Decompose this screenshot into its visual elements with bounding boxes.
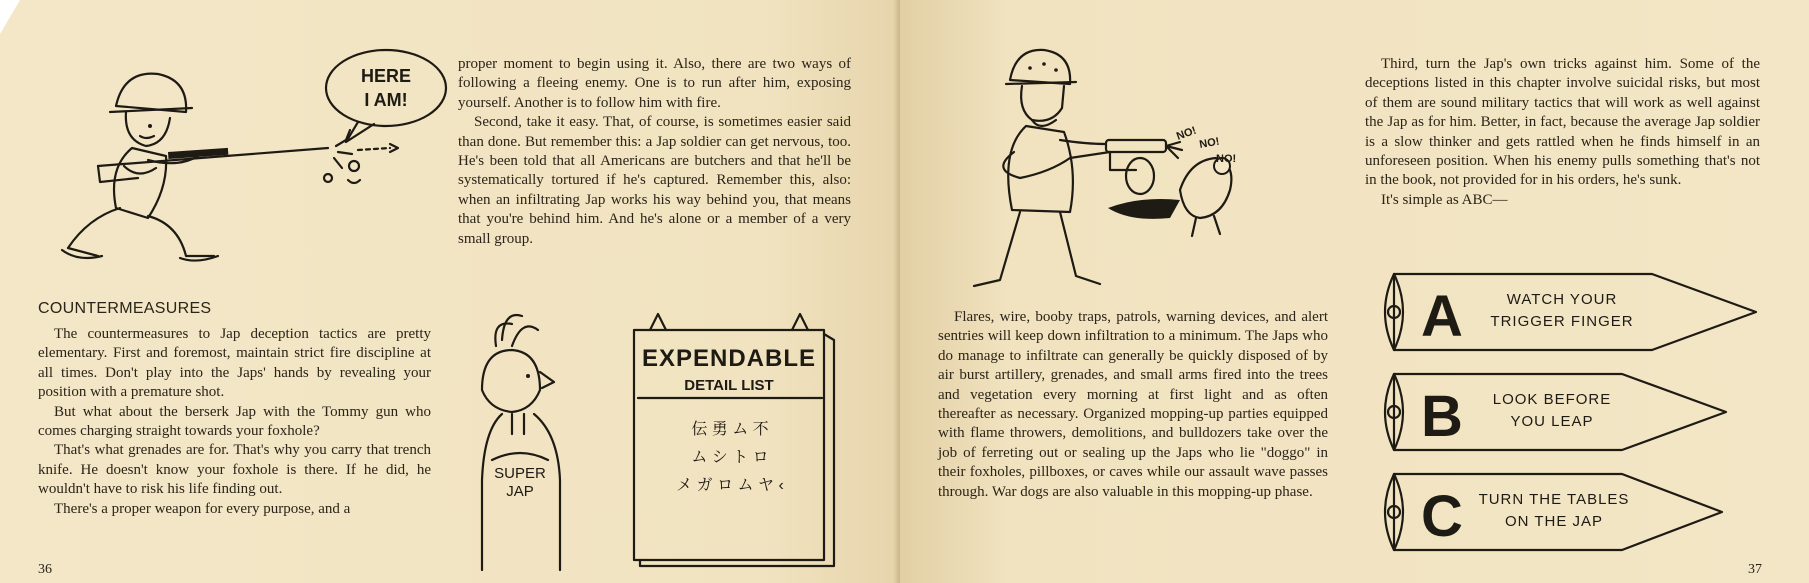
bullet-c [1385, 474, 1722, 550]
bullet-c-line1: TURN THE TABLES [1478, 491, 1630, 508]
exclaim-2: NO! [1198, 135, 1221, 151]
shirt-line-1: SUPER [494, 465, 546, 482]
abc-bullets-illustration [1372, 268, 1772, 558]
sign-row-3: メ ガ ロ ム ヤ ‹ [676, 477, 784, 494]
bullet-a-letter: A [1421, 284, 1463, 349]
page-corner-tear [0, 0, 20, 34]
bullet-b-line1: LOOK BEFORE [1492, 391, 1612, 408]
left-page [0, 0, 900, 583]
paragraph: Flares, wire, booby traps, patrols, warning devices, and alert sentries will keep down infiltration to a minimum. The Japs who do manage to infiltrate can generally be quickly disposed of by air burst artillery, grenades, and small arms fired into the trees and vegetation every morning at first light and as often thereafter as necessary. Organized mopping-up parties equipped with flame throwers, demolitions, and bulldozers take over the job of ferreting out or sealing up the Japs who lie "doggo" in their foxholes, pillboxes, or caves while our assault wave passes through. War dogs are also valuable in this mopping-up phase. [938, 309, 1328, 500]
exclaim-3: NO! [1216, 153, 1237, 165]
left-column-1 [38, 325, 431, 519]
super-jap-expendable-illustration [462, 310, 852, 575]
sign-title: EXPENDABLE [641, 345, 817, 372]
section-heading: COUNTERMEASURES [38, 300, 212, 317]
soldier-spraying-illustration [960, 40, 1260, 300]
paragraph: Second, take it easy. That, of course, is sometimes easier said than done. But remember this: a Jap soldier can get nervous, too. He's been told that all Americans are butchers and that he'll be systematically tortured if he's captured. Remember this, also: when an infiltrating Jap works his way behind you, that means that you're behind him. And he's alone or a member of a very small group. [458, 114, 851, 247]
bullet-c-line2: ON THE JAP [1504, 513, 1604, 530]
bullet-b [1385, 374, 1726, 450]
sign-row-2: ム シ ト ロ [691, 449, 769, 466]
right-page [900, 0, 1809, 583]
page-number-right: 37 [1748, 562, 1762, 577]
bullet-b-letter: B [1421, 384, 1463, 449]
sign-row-1: 伝 勇 ム 不 [691, 421, 769, 438]
shirt-line-2: JAP [506, 483, 534, 500]
speech-line-1: HERE [360, 66, 412, 86]
paragraph: There's a proper weapon for every purpose, and a [54, 500, 351, 517]
bullet-a [1385, 274, 1756, 350]
right-column-2 [1365, 55, 1760, 210]
page-number-left: 36 [38, 562, 52, 577]
paragraph: But what about the berserk Jap with the Tommy gun who comes charging straight towards your foxhole? [38, 403, 431, 440]
paragraph: The countermeasures to Jap deception tactics are pretty elementary. First and foremost, maintain strict fire discipline at all times. Don't play into the Japs' hands by revealing your position with a premature shot. [38, 326, 431, 401]
exclaim-1: NO! [1174, 124, 1198, 143]
right-column-1 [938, 308, 1328, 502]
paragraph: It's simple as ABC— [1381, 191, 1508, 208]
speech-line-2: I AM! [364, 90, 408, 110]
sign-subtitle: DETAIL LIST [684, 377, 774, 394]
paragraph: Third, turn the Jap's own tricks against him. Some of the deceptions listed in this chapter involve suicidal risks, but most of them are sound military tactics that will work as well against the Jap as for him. Better, in fact, because the average Jap soldier is a slow thinker and gets rattled when he finds himself in an unforeseen position. When his enemy pulls something that's not in the book, not provided for in his orders, he's sunk. [1365, 56, 1760, 189]
left-column-2 [458, 55, 851, 249]
bullet-a-line1: WATCH YOUR [1506, 291, 1618, 308]
soldier-firing-illustration [28, 48, 448, 268]
paragraph: That's what grenades are for. That's why you carry that trench knife. He doesn't know your foxhole is there. If he did, he wouldn't have to risk his life finding out. [38, 442, 431, 498]
paragraph: proper moment to begin using it. Also, there are two ways of following a fleeing enemy. One is to run after him, exposing yourself. Another is to follow him with fire. [458, 56, 851, 111]
bullet-c-letter: C [1421, 484, 1463, 549]
bullet-a-line2: TRIGGER FINGER [1490, 313, 1634, 330]
bullet-b-line2: YOU LEAP [1510, 413, 1594, 430]
